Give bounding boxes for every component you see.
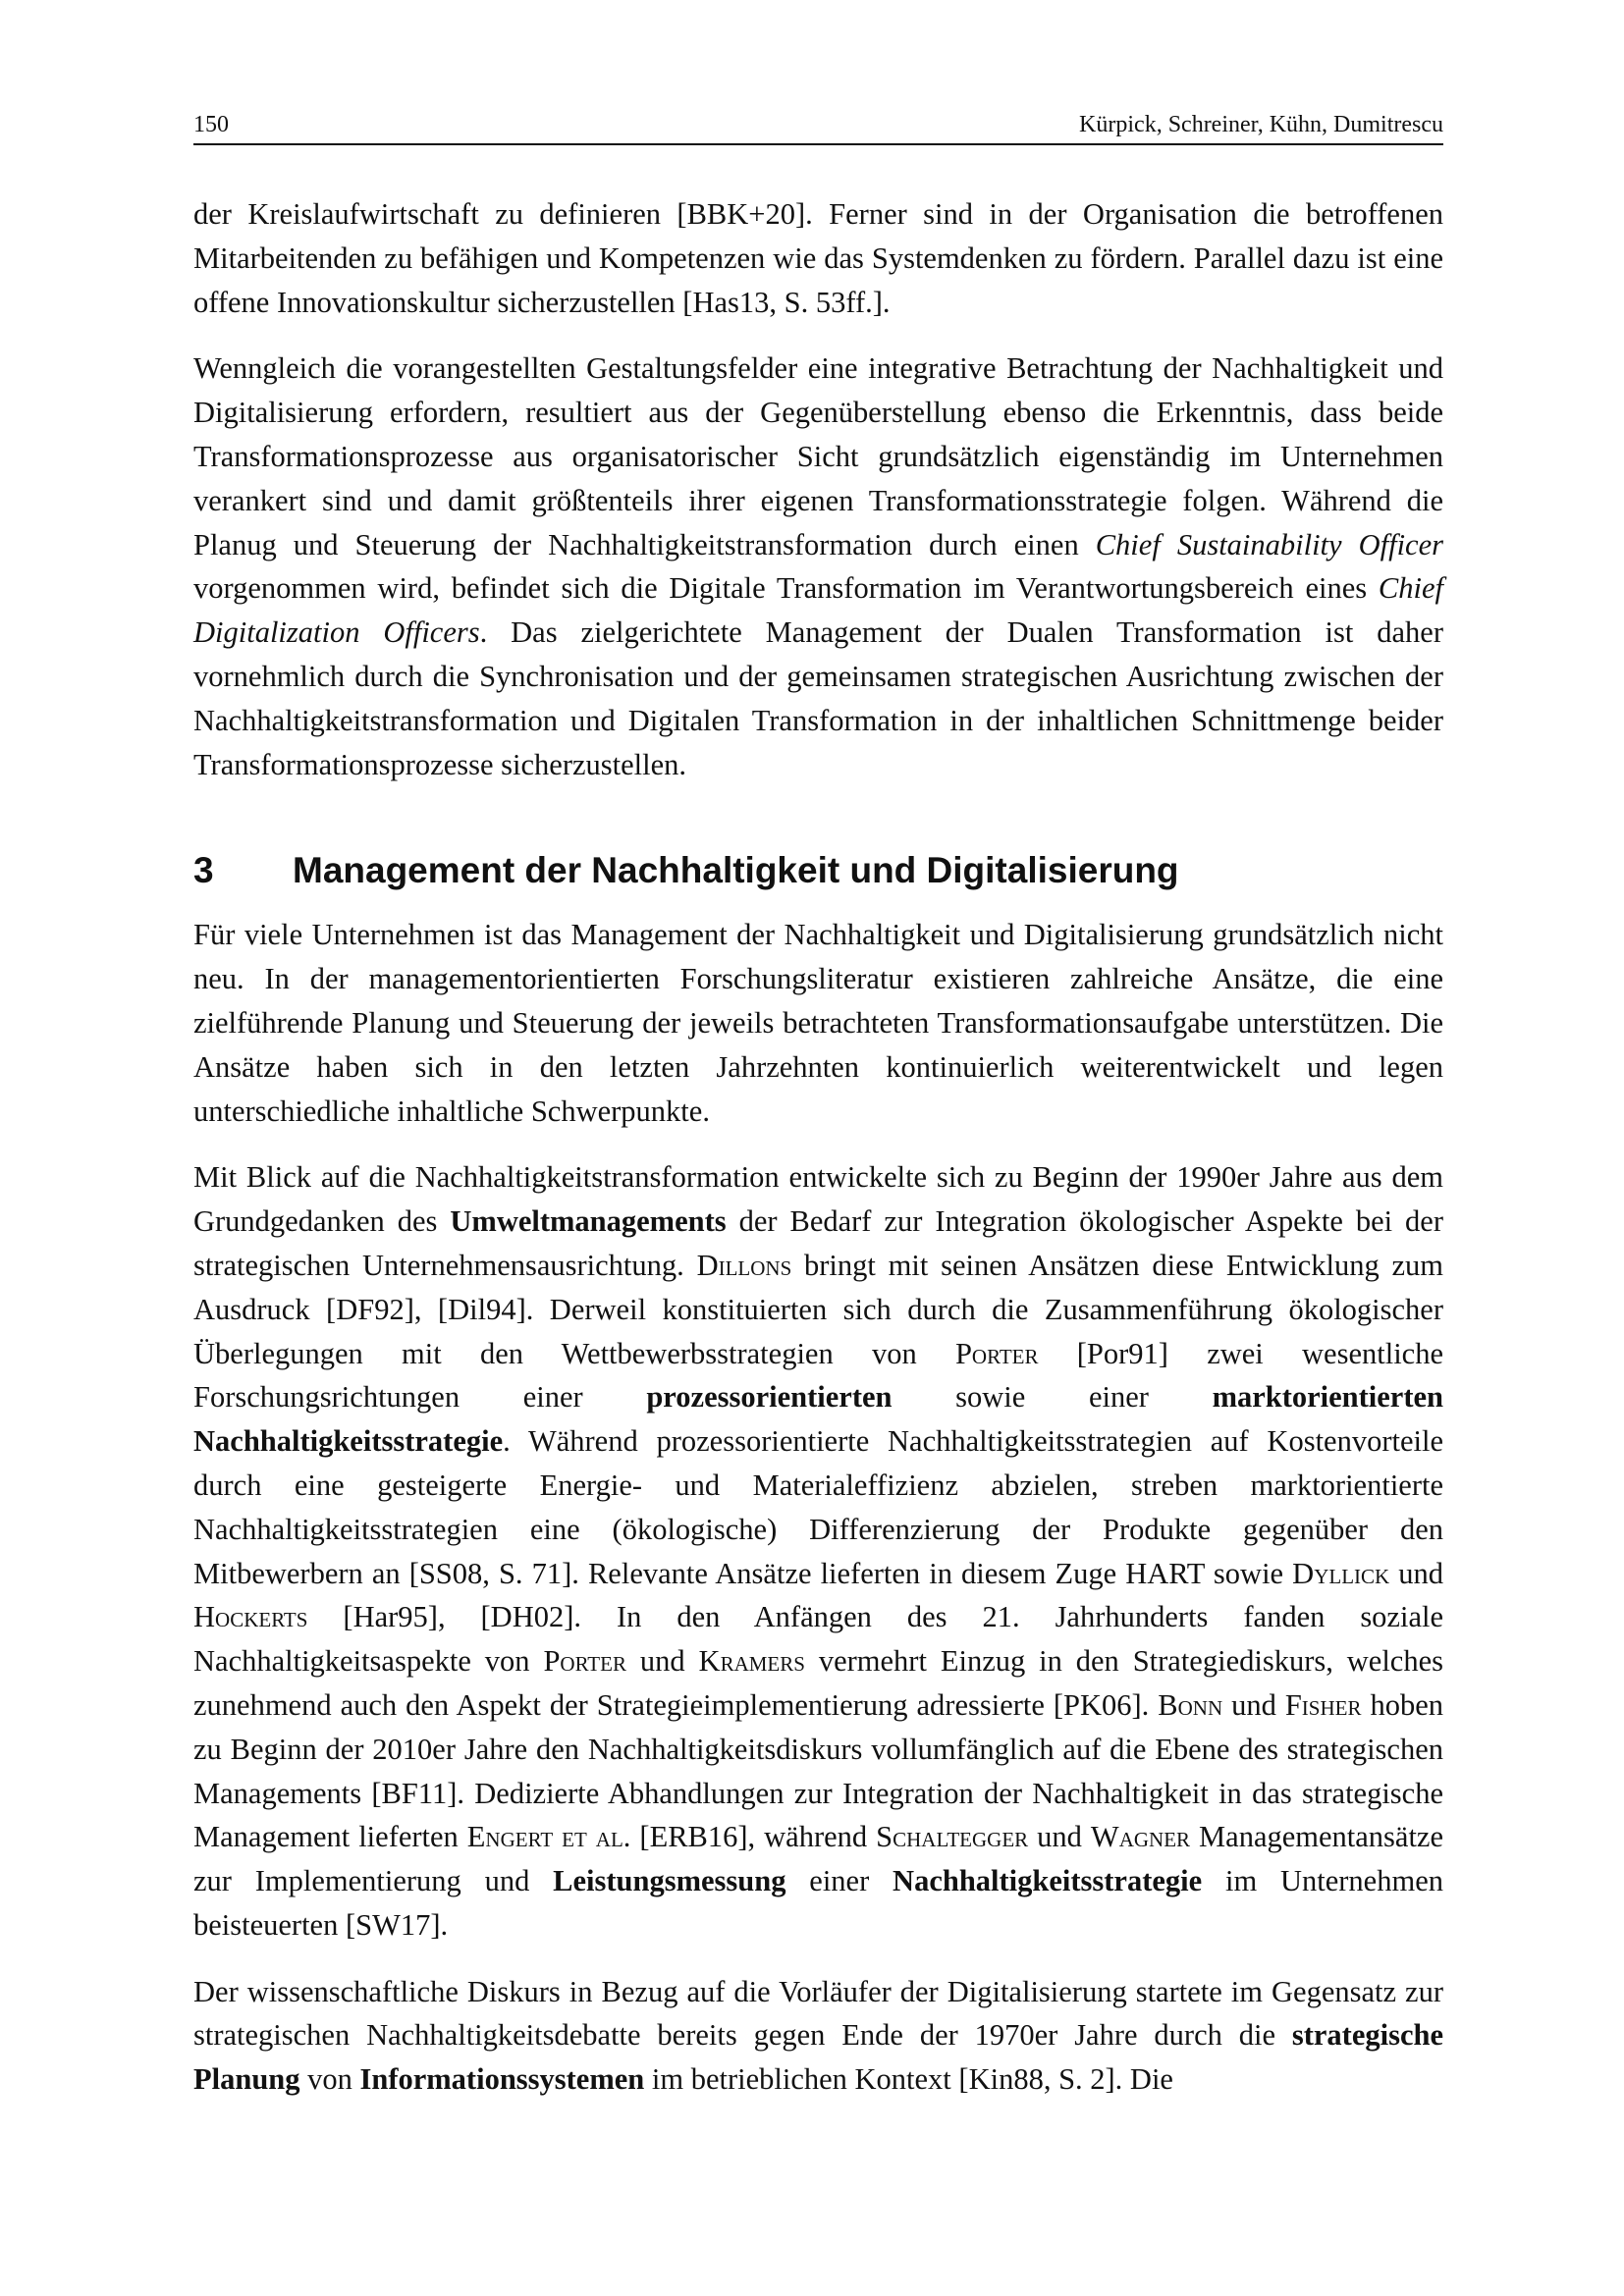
text-run: und xyxy=(1028,1820,1091,1854)
section-number: 3 xyxy=(193,850,214,891)
text-run: vorgenommen wird, befindet sich die Digitale Transformation im Verantwortungsbereich eines xyxy=(193,571,1379,606)
text-run: und xyxy=(625,1644,699,1679)
text-run: Der wissenschaftliche Diskurs in Bezug auf die Vorläufer der Digitalisierung startete im Gegensatz zur strategischen Nachhaltigkeitsdebatte bereits gegen Ende der 1970er Jahre durch die xyxy=(193,1974,1443,2053)
author-name: Hockerts xyxy=(193,1600,308,1634)
author-name: Fisher xyxy=(1284,1687,1362,1722)
text-run: Managementansätze zur Implementierung und xyxy=(193,1820,1443,1898)
bold-term: prozessorientierten xyxy=(646,1380,893,1415)
text-run: Mit Blick auf die Nachhaltigkeitstransformation entwickelte sich zu Beginn der 1990er Jahre aus dem Grundgedanken des xyxy=(193,1160,1443,1239)
text-run: einer xyxy=(785,1864,893,1898)
page-number: 150 xyxy=(193,112,229,137)
text-run: vermehrt Einzug in den Strategiediskurs, welches zunehmend auch den Aspekt der Strategieimplementierung adressierte [PK06]. xyxy=(193,1644,1443,1722)
italic-term: Chief Sustainability Officer xyxy=(1095,527,1443,561)
text-run: [Por91] zwei wesentliche Forschungsrichtungen einer xyxy=(193,1336,1443,1415)
author-name: Bonn xyxy=(1158,1687,1223,1722)
text-run: sowie einer xyxy=(892,1380,1213,1415)
author-name: Engert et al. xyxy=(466,1820,631,1854)
paragraph-3-text: Für viele Unternehmen ist das Management der Nachhaltigkeit und Digitalisierung grundsätzlich nicht neu. In der managementorientierten Forschungsliteratur existieren zahlreiche Ansätze, die eine zielführende Planung und Steuerung der jeweils betrachteten Transformationsaufgabe unterstützen. Die Ansätze haben sich in den letzten Jahrzehnten kontinuierlich weiterentwickelt und legen unterschiedliche inhaltliche Schwerpunkte. xyxy=(193,918,1443,1128)
author-name: Dillons xyxy=(696,1248,792,1282)
bold-term: strategische Planung xyxy=(193,2018,1443,2097)
body-text xyxy=(193,192,1443,2124)
text-run: hoben zu Beginn der 2010er Jahre den Nachhaltigkeitsdiskurs vollumfänglich auf die Ebene des strategischen Managements [BF11]. Dedizierte Abhandlungen zur Integration der Nachhaltigkeit in das strategische Management lieferten xyxy=(193,1687,1443,1854)
paragraph-2 xyxy=(193,347,1443,786)
author-name: Porter xyxy=(954,1336,1039,1370)
author-name: Kramers xyxy=(698,1644,805,1679)
text-run: Wenngleich die vorangestellten Gestaltungsfelder eine integrative Betrachtung der Nachhaltigkeit und Digitalisierung erfordern, resultiert aus der Gegenüberstellung ebenso die Erkenntnis, dass beide Transformationsprozesse aus organisatorischer Sicht grundsätzlich eigenständig im Unternehmen verankert sind und damit größtenteils ihrer eigenen Transformationsstrategie folgen. Während die Planug und Steuerung der Nachhaltigkeitstransformation durch einen xyxy=(193,351,1443,561)
text-run: von xyxy=(299,2062,360,2097)
running-head-authors: Kürpick, Schreiner, Kühn, Dumitrescu xyxy=(1079,112,1443,137)
text-run: [Har95], [DH02]. In den Anfängen des 21. Jahrhunderts fanden soziale Nachhaltigkeitsaspekte von xyxy=(193,1600,1443,1679)
page-header xyxy=(193,110,1443,145)
author-name: Dyllick xyxy=(1292,1556,1390,1590)
bold-term: Informationssystemen xyxy=(359,2062,645,2097)
text-run: . Das zielgerichtete Management der Dualen Transformation ist daher vornehmlich durch die Synchronisation und der gemeinsamen strategischen Ausrichtung zwischen der Nachhaltigkeitstransformation und Digitalen Transformation in der inhaltlichen Schnittmenge beider Transformationsprozesse sicherzustellen. xyxy=(193,615,1443,781)
section-title: Management der Nachhaltigkeit und Digitalisierung xyxy=(293,850,1179,891)
paragraph-4 xyxy=(193,1155,1443,1947)
text-run: . Während prozessorientierte Nachhaltigkeitsstrategien auf Kostenvorteile durch eine gesteigerte Energie- und Materialeffizienz abzielen, streben marktorientierte Nachhaltigkeitsstrategien eine (ökologische) Differenzierung der Produkte gegenüber den Mitbewerbern an [SS08, S. 71]. Relevante Ansätze lieferten in diesem Zuge HART sowie xyxy=(193,1424,1443,1590)
text-run: und xyxy=(1389,1556,1444,1590)
author-name: Schaltegger xyxy=(876,1820,1029,1854)
bold-term: Nachhaltigkeitsstrategie xyxy=(893,1864,1203,1898)
author-name: Wagner xyxy=(1090,1820,1191,1854)
author-name: Porter xyxy=(543,1644,626,1679)
text-run: der Bedarf zur Integration ökologischer Aspekte bei der strategischen Unternehmensausrichtung. xyxy=(193,1204,1444,1282)
text-run: [ERB16], während xyxy=(630,1820,877,1854)
text-run: im betrieblichen Kontext [Kin88, S. 2]. Die xyxy=(644,2062,1173,2097)
text-run: und xyxy=(1222,1687,1285,1722)
paragraph-1 xyxy=(193,192,1443,324)
bold-term: Leistungsmessung xyxy=(553,1864,786,1898)
bold-term: marktorientierten Nachhaltigkeitsstrategie xyxy=(193,1380,1443,1459)
section-heading xyxy=(193,840,1443,901)
paragraph-3 xyxy=(193,913,1443,1133)
text-run: bringt mit seinen Ansätzen diese Entwicklung zum Ausdruck [DF92], [Dil94]. Derweil konstituierten sich durch die Zusammenführung ökologischer Überlegungen mit den Wettbewerbsstrategien von xyxy=(193,1248,1443,1370)
paragraph-5 xyxy=(193,1970,1443,2102)
paragraph-1-text: der Kreislaufwirtschaft zu definieren [BBK+20]. Ferner sind in der Organisation die betroffenen Mitarbeitenden zu befähigen und Kompetenzen wie das Systemdenken zu fördern. Parallel dazu ist eine offene Innovationskultur sicherzustellen [Has13, S. 53ff.]. xyxy=(193,197,1443,319)
text-run: im Unternehmen beisteuerten [SW17]. xyxy=(193,1864,1443,1942)
italic-term: Chief Digitalization Officers xyxy=(193,571,1443,650)
bold-term: Umweltmanagements xyxy=(450,1204,727,1239)
